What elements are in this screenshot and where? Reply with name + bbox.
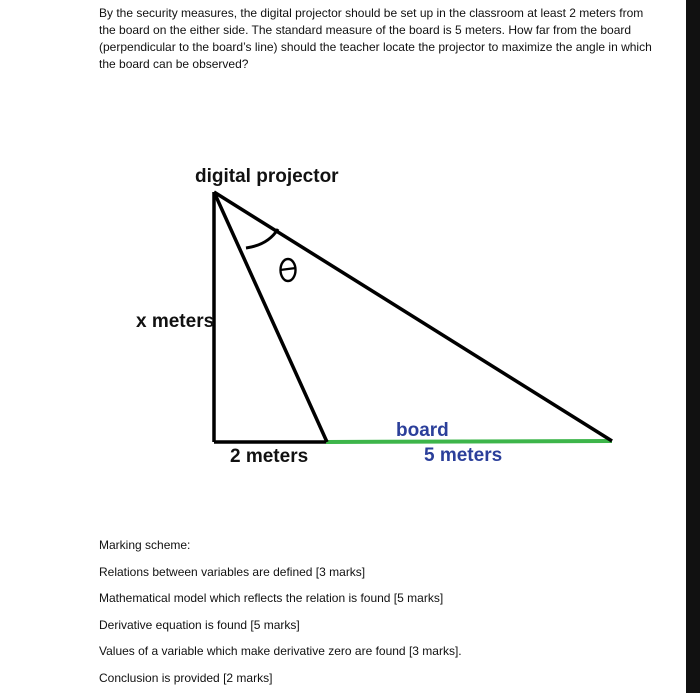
board-length-label: 5 meters <box>424 445 503 466</box>
side-length-label: x meters <box>136 311 215 332</box>
board-line <box>326 441 612 442</box>
projector-label: digital projector <box>195 166 339 187</box>
theta-symbol <box>280 259 296 281</box>
problem-statement: By the security measures, the digital projector should be set up in the classroom at least 2 meters from the board on the either side. The standard measure of the board is 5 meters. How far from the board (perpendicular to the board’s line) should the teacher locate the projector to maximize the angle in which the board can be observed? <box>99 6 652 71</box>
marking-scheme-item: Values of a variable which make derivative zero are found [3 marks]. <box>99 644 462 659</box>
board-label: board <box>396 420 449 441</box>
marking-scheme <box>99 537 462 697</box>
angle-arc <box>246 229 278 248</box>
marking-scheme-item: Derivative equation is found [5 marks] <box>99 617 300 632</box>
ray-near-board-end <box>214 192 327 442</box>
ray-far-board-end <box>214 192 612 441</box>
marking-scheme-item: Mathematical model which reflects the relation is found [5 marks] <box>99 591 444 606</box>
marking-scheme-heading: Marking scheme: <box>99 538 191 552</box>
marking-scheme-item: Conclusion is provided [2 marks] <box>99 670 273 685</box>
gap-length-label: 2 meters <box>230 446 309 467</box>
marking-scheme-item: Relations between variables are defined [3 marks] <box>99 564 366 579</box>
